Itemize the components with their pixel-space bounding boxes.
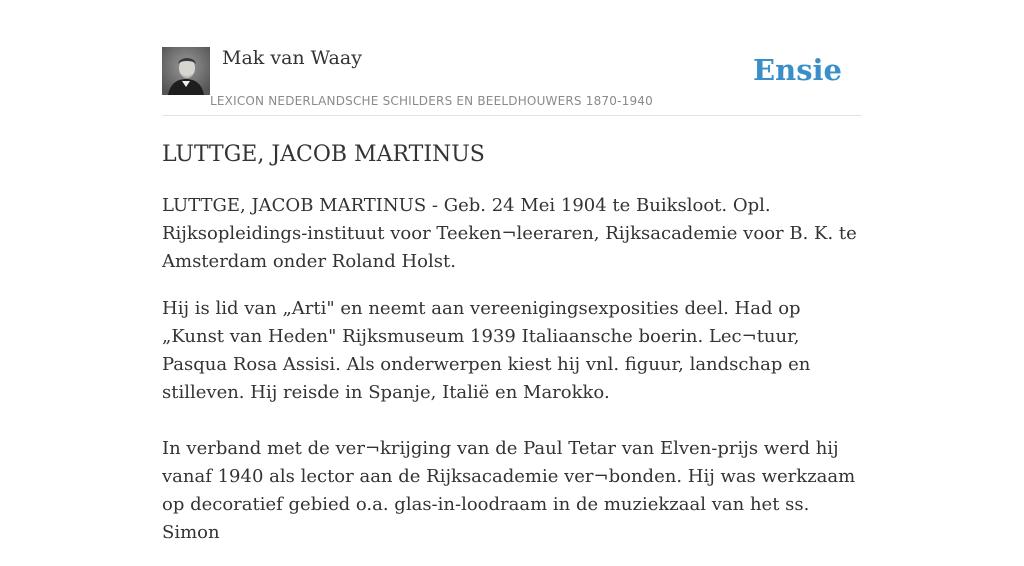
portrait-icon <box>162 47 210 95</box>
entry-content <box>162 140 862 566</box>
author-avatar[interactable] <box>162 47 210 95</box>
source-title[interactable]: LEXICON NEDERLANDSCHE SCHILDERS EN BEELDHOUWERS 1870-1940 <box>210 94 653 108</box>
entry-paragraph: Hij is lid van „Arti" en neemt aan vereenigingsexposities deel. Had op „Kunst van Heden" Rijksmuseum 1939 Italiaansche boerin. Lec¬tuur, Pasqua Rosa Assisi. Als onderwerpen kiest hij vnl. figuur, landschap en stilleven. Hij reisde in Spanje, Italië en Marokko. In verband met de ver¬krijging van de Paul Tetar van Elven-prijs werd hij vanaf 1940 als lector aan de Rijksacademie ver¬bonden. Hij was werkzaam op decoratief gebied o.a. glas-in-loodraam in de muziekzaal van het ss. Simon <box>162 298 856 543</box>
brand-logo[interactable]: Ensie <box>753 53 842 87</box>
header <box>162 46 862 116</box>
entry-title: LUTTGE, JACOB MARTINUS <box>162 142 485 167</box>
entry-paragraph: LUTTGE, JACOB MARTINUS - Geb. 24 Mei 1904 te Buiksloot. Opl. Rijksopleidings-instituut voor Teeken¬leeraren, Rijksacademie voor B. K. te Amsterdam onder Roland Holst. <box>162 195 857 272</box>
author-name[interactable]: Mak van Waay <box>222 47 362 69</box>
